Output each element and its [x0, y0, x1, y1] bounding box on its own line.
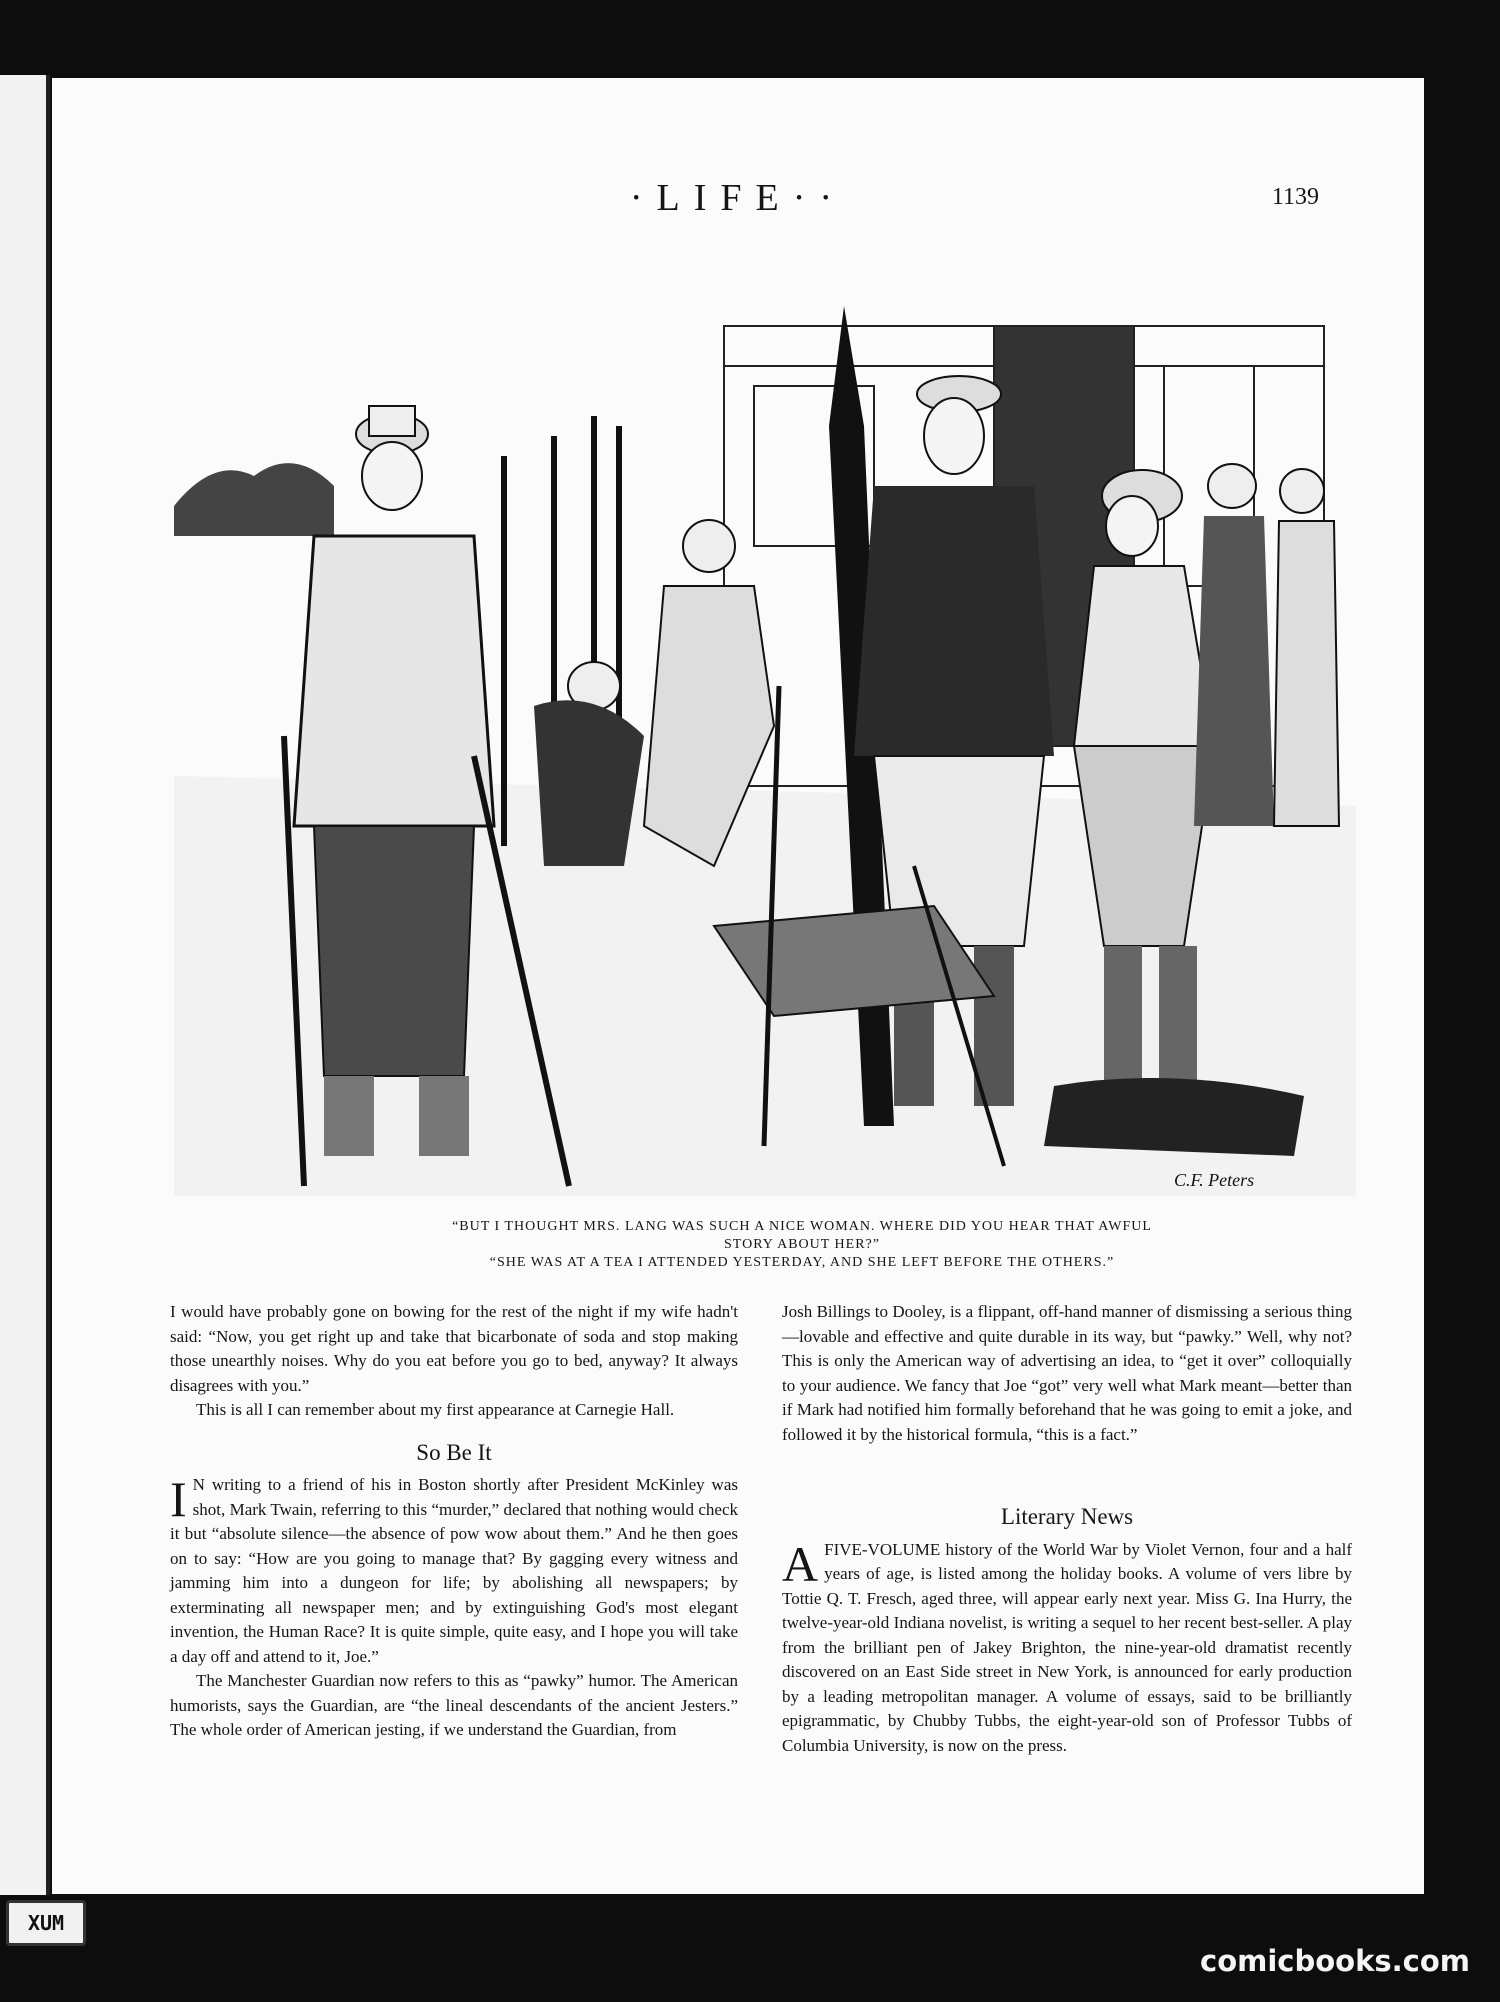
left-paragraph-4: The Manchester Guardian now refers to this as “pawky” humor. The American humorists, says the Guardian, are “the lineal descendants of the ancient Jesters.” The whole order of American jesting, if we understand the Guardian, from	[170, 1671, 738, 1739]
left-paragraph-2: This is all I can remember about my first appearance at Carnegie Hall.	[196, 1400, 675, 1419]
page-number: 1139	[1271, 184, 1319, 210]
right-paragraph-2	[782, 1535, 1352, 1759]
left-paragraph-3	[170, 1473, 738, 1669]
masthead-title: ·LIFE··	[629, 177, 847, 219]
dropcap-a: A	[782, 1535, 819, 1592]
caption-line-2: STORY ABOUT HER?”	[724, 1237, 880, 1252]
magazine-page	[52, 78, 1424, 1894]
left-paragraph-1: I would have probably gone on bowing for the rest of the night if my wife hadn't said: “Now, you get right up and take that bicarbonate of soda and stop making those unearthly noises. Why do you eat before you go to bed, anyway? It always disagrees with you.”	[170, 1302, 738, 1395]
left-paragraph-3-text: N writing to a friend of his in Boston shortly after President McKinley was shot, Mark Twain, referring to this “murder,” declared that nothing would check it but “absolute silence—the absence of pow wow about them.” And he then goes on to say: “How are you going to manage that? By gagging every witness and jamming him into a dungeon for life; by abolishing all newspapers; by exterminating all newspaper men; and by extinguishing God's most elegant invention, the Human Race? It is quite simple, quite easy, and I hope you will take a day off and attend to it, Joe.”	[170, 1475, 738, 1666]
dropcap-i: I	[170, 1471, 187, 1527]
site-watermark: comicbooks.com	[1200, 1944, 1470, 1978]
section-heading-literary-news: Literary News	[1000, 1504, 1134, 1529]
ski-scene-drawing	[174, 306, 1356, 1196]
right-paragraph-1: Josh Billings to Dooley, is a flippant, off-hand manner of dismissing a serious thing—lovable and effective and quite durable in its way, but “pawky.” Well, why not? This is only the American way of advertising an idea, to “get it over” colloquially to your audience. We fancy that Joe “got” very well what Mark meant—better than if Mark had notified him formally beforehand that he was going to emit a joke, and followed it by the historical formula, “this is a fact.”	[782, 1302, 1352, 1444]
cartoon-illustration	[174, 306, 1356, 1196]
page-header	[52, 170, 1424, 230]
right-paragraph-2-text: FIVE-VOLUME history of the World War by Violet Vernon, four and a half years of age, is listed among the holiday books. A volume of vers libre by Tottie Q. T. Fresch, aged three, will appear early next year. Miss G. Ina Hurry, the twelve-year-old Indiana novelist, is writing a sequel to her recent best-seller. A play from the brilliant pen of Jakey Brighton, the nine-year-old dramatist recently discovered on an East Side street in New York, is announced for early production by a leading metropolitan manager. A volume of essays, said to be brilliantly epigrammatic, by Chubby Tubbs, the eight-year-old son of Professor Tubbs of Columbia University, is now on the press.	[782, 1539, 1352, 1755]
archive-stamp: XUM	[6, 1900, 86, 1946]
caption-line-3: “SHE WAS AT A TEA I ATTENDED YESTERDAY, AND SHE LEFT BEFORE THE OTHERS.”	[489, 1255, 1115, 1270]
artist-signature: C.F. Peters	[1174, 1170, 1255, 1190]
left-column	[170, 1300, 738, 1743]
right-column	[782, 1300, 1352, 1758]
section-heading-so-be-it: So Be It	[416, 1439, 492, 1465]
cartoon-caption	[252, 1218, 1352, 1272]
adjacent-page-edge	[0, 75, 50, 1895]
caption-line-1: “BUT I THOUGHT MRS. LANG WAS SUCH A NICE WOMAN. WHERE DID YOU HEAR THAT AWFUL	[452, 1219, 1152, 1234]
